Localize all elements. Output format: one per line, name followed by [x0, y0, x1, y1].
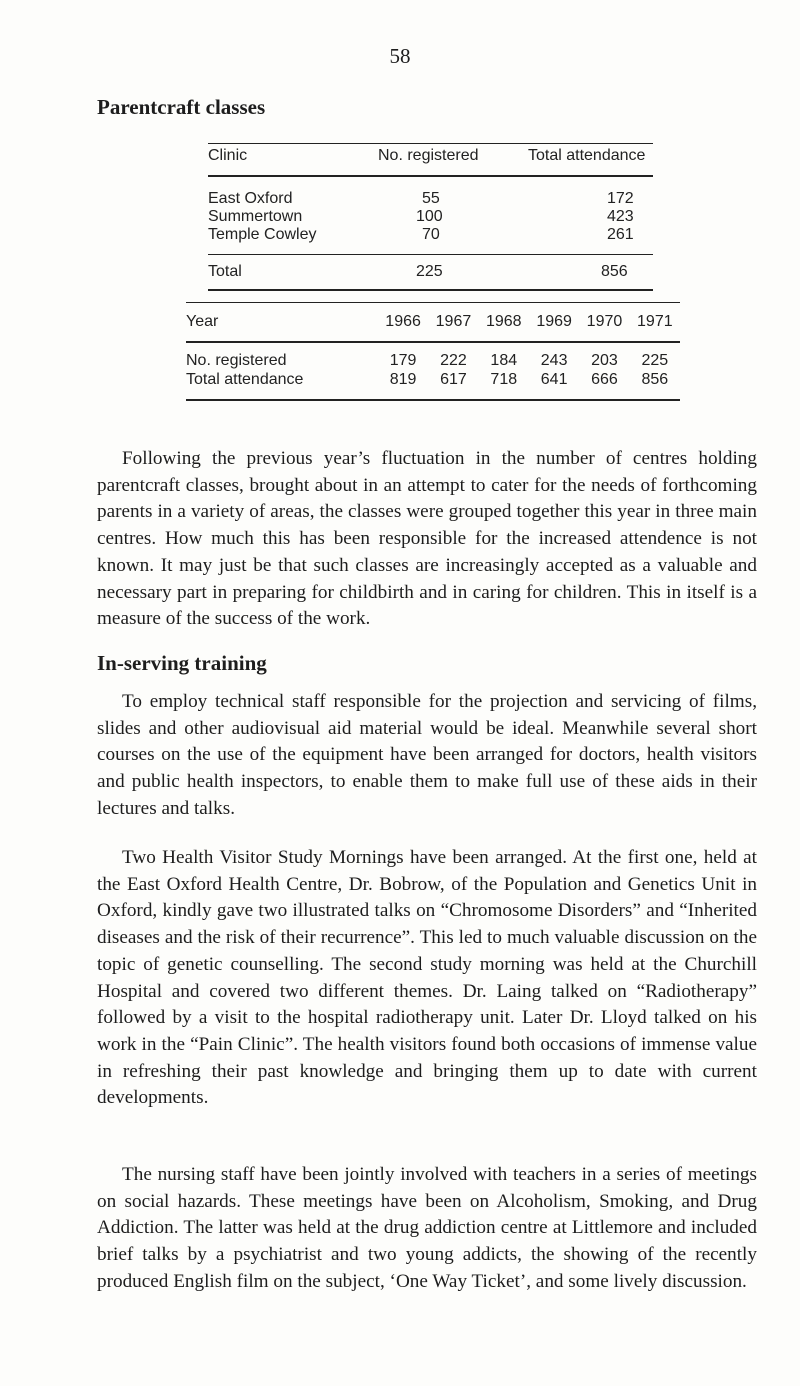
body-paragraph: The nursing staff have been jointly involved with teachers in a series of meetings on social hazards. These meetings have been on Alcoholism, Smoking, and Drug Addiction. The latter was held at the drug addiction centre at Littlemore and included brief talks by a psychiatrist and two young addicts, the showing of the recently produced English film on the subject, ‘One Way Ticket’, and some lively discussion. — [97, 1164, 757, 1292]
year-header: 1970 — [579, 303, 629, 343]
table-header-row — [186, 303, 680, 343]
attendance-value: 423 — [607, 208, 634, 225]
body-paragraph: Two Health Visitor Study Mornings have been arranged. At the first one, held at the East Oxford Health Centre, Dr. Bobrow, of the Population and Genetics Unit in Oxford, kindly gave two illustrated talks on “Chromosome Disorders” and “Inherited diseases and the risk of their recurrence”. This led to much valuable discussion on the topic of genetic counselling. The second study morning was held at the Churchill Hospital and covered two different themes. Dr. Laing talked on “Radiotherapy” followed by a visit to the hospital radiotherapy unit. Later Dr. Lloyd talked on his work in the “Pain Clinic”. The health visitors found both occasions of immense value in refreshing their past knowledge and bringing them up to date with current developments. — [97, 847, 757, 1109]
column-header: No. registered — [378, 144, 528, 177]
section-heading-parentcraft: Parentcraft classes — [97, 95, 266, 119]
page-number: 58 — [389, 44, 411, 68]
registered-value: 70 — [422, 226, 440, 243]
table-row — [208, 176, 653, 208]
registered-value: 100 — [416, 208, 443, 225]
table-cell: 243 — [540, 352, 568, 369]
table-row — [186, 342, 680, 370]
body-paragraph: To employ technical staff responsible for the projection and servicing of films, slides and other audiovisual aid material would be ideal. Meanwhile several short courses on the use of the equipment have been arranged for doctors, health visitors and public health inspectors, to enable them to make full use of these aids in their lectures and talks. — [97, 691, 757, 819]
total-row — [208, 255, 653, 291]
year-header: 1971 — [630, 303, 680, 343]
row-label: No. registered — [186, 352, 287, 369]
clinic-name: Temple Cowley — [208, 226, 317, 243]
registered-value: 55 — [422, 190, 440, 207]
table-cell: 179 — [389, 352, 417, 369]
table-cell: 184 — [490, 352, 518, 369]
section-heading-in-serving-training: In-serving training — [97, 651, 267, 675]
table-row — [186, 370, 680, 400]
total-attendance: 856 — [528, 255, 653, 291]
table-header-row — [208, 144, 653, 177]
clinic-name: Summertown — [208, 208, 303, 225]
table-row — [208, 208, 653, 226]
year-label: Year — [186, 303, 378, 343]
table-cell: 819 — [378, 370, 428, 400]
column-header: Total attendance — [528, 144, 653, 177]
clinic-name: East Oxford — [208, 190, 293, 207]
year-header: 1967 — [428, 303, 478, 343]
table-cell: 617 — [428, 370, 478, 400]
table-cell: 225 — [641, 352, 669, 369]
column-header: Clinic — [208, 144, 378, 177]
table-cell: 718 — [479, 370, 529, 400]
table-cell: 203 — [591, 352, 618, 369]
table-cell: 641 — [529, 370, 579, 400]
table-cell: 856 — [630, 370, 680, 400]
year-header: 1966 — [378, 303, 428, 343]
table-cell: 666 — [579, 370, 629, 400]
parentcraft-paragraph: Following the previous year’s fluctuation in the number of centres holding parentcraft classes, brought about in an attempt to cater for the needs of forthcoming parents in a variety of areas, the classes were grouped together this year in three main centres. How much this has been responsible for the increased attendence is not known. It may just be that such classes are increasingly accepted as a valuable and necessary part in preparing for childbirth and in caring for children. This in itself is a measure of the success of the work. — [97, 448, 757, 630]
row-label: Total attendance — [186, 370, 378, 400]
clinic-attendance-table — [208, 143, 653, 291]
table-cell: 222 — [440, 352, 467, 369]
attendance-value: 172 — [607, 190, 634, 207]
year-header: 1968 — [479, 303, 529, 343]
yearly-comparison-table — [186, 302, 680, 401]
total-label: Total — [208, 255, 378, 291]
table-row — [208, 226, 653, 255]
year-header: 1969 — [529, 303, 579, 343]
attendance-value: 261 — [607, 226, 634, 243]
total-registered: 225 — [378, 255, 528, 291]
